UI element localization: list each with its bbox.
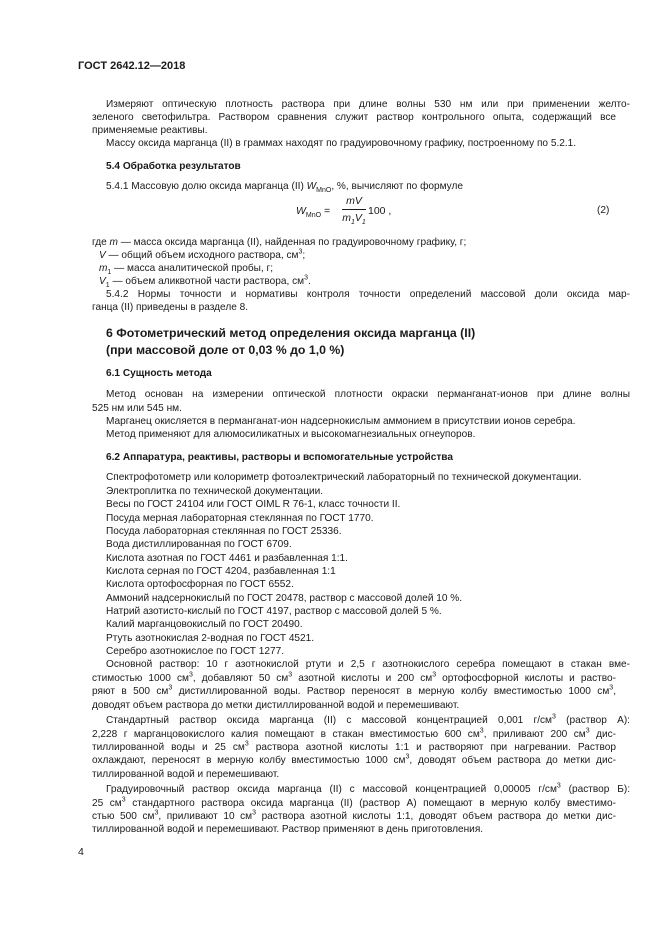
list-item: Вода дистиллированная по ГОСТ 6709.: [106, 539, 292, 550]
where-line: V — общий объем исходного раствора, $см^3$;: [99, 248, 306, 261]
list-item: Электроплитка по технической документации.: [106, 486, 324, 497]
paragraph-line: стью 500 $см^3$, приливают 10 $см^3$ раствора азотной кислоты 1:1, доводят объем раствора до метки дис-: [92, 809, 616, 822]
paragraph-line: Марганец окисляется в перманганат-ион надсернокислым аммонием в присутствии ионов серебра.: [106, 416, 576, 427]
list-item: Кислота азотная по ГОСТ 4461 и разбавленная 1:1.: [106, 553, 348, 564]
list-item: Спектрофотометр или колориметр фотоэлектрический лабораторный по технической документации.: [106, 472, 582, 483]
section-heading-6-2: 6.2 Аппаратура, реактивы, растворы и вспомогательные устройства: [106, 452, 453, 463]
list-item: Кислота серная по ГОСТ 4204, разбавленная 1:1: [106, 566, 336, 577]
paragraph-line: 5.4.2 Нормы точности и нормативы контроля точности определений массовой доли оксида мар-: [106, 289, 630, 300]
paragraph-line: тиллированной водой и перемешивают. Раствор применяют в день приготовления.: [92, 824, 484, 835]
paragraph-line: Градуировочный раствор оксида марганца (II) с массовой концентрацией 0,00005 $г/см^3$ (раствор Б):: [106, 782, 630, 795]
section-heading-6-1: 6.1 Сущность метода: [106, 368, 212, 379]
paragraph-line: тиллированной воды и 25 $см^3$ раствора азотной кислоты 1:1 и растворяют при нагревании. Раствор: [92, 740, 616, 753]
list-item: Посуда лабораторная стеклянная по ГОСТ 25336.: [106, 526, 342, 537]
list-item: Кислота ортофосфорная по ГОСТ 6552.: [106, 579, 294, 590]
formula-fraction: mV $m_1V_1$: [342, 195, 366, 227]
paragraph-line: охлаждают, переносят в мерную колбу вместимостью 1000 $см^3$, доводят объем раствора до метки дис-: [92, 753, 616, 766]
section-heading-5-4: 5.4 Обработка результатов: [106, 161, 241, 172]
list-item: Посуда мерная лабораторная стеклянная по ГОСТ 1770.: [106, 513, 374, 524]
section-heading-6: 6 Фотометрический метод определения оксида марганца (II): [106, 326, 476, 340]
equation-number: (2): [597, 205, 610, 216]
list-item: Весы по ГОСТ 24104 или ГОСТ OIML R 76-1, класс точности II.: [106, 499, 401, 510]
list-item: Серебро азотнокислое по ГОСТ 1277.: [106, 646, 285, 657]
paragraph-line: Стандартный раствор оксида марганца (II) с массовой концентрацией 0,001 $г/см^3$ (раствор А):: [106, 713, 630, 726]
where-line: $m_1$ — масса аналитической пробы, г;: [99, 263, 274, 277]
where-line: где m — масса оксида марганца (II), найденная по градуировочному графику, г;: [92, 237, 467, 248]
where-line: $V_1$ — объем аликвотной части раствора, $см^3$.: [99, 274, 311, 290]
list-item: Ртуть азотнокислая 2-водная по ГОСТ 4521.: [106, 633, 315, 644]
paragraph-line: доводят объем раствора до метки дистиллированной водой и перемешивают.: [92, 700, 460, 711]
section-heading-6-cont: (при массовой доле от 0,03 % до 1,0 %): [106, 343, 345, 357]
document-header: ГОСТ 2642.12—2018: [78, 60, 186, 72]
paragraph-line: 525 нм или 545 нм.: [92, 403, 182, 414]
list-item: Аммоний надсернокислый по ГОСТ 20478, раствор с массовой долей 10 %.: [106, 593, 463, 604]
paragraph-line: Измеряют оптическую плотность раствора при длине волны 530 нм или при применении желто-: [106, 99, 630, 110]
paragraph-line: зеленого светофильтра. Раствором сравнения служит раствор контрольного опыта, содержащий все: [92, 112, 616, 123]
list-item: Калий марганцовокислый по ГОСТ 20490.: [106, 619, 303, 630]
paragraph-line: 2,228 г марганцовокислого калия помещают в стакан вместимостью 600 $см^3$, приливают 200 $см^3$ дис-: [92, 727, 617, 740]
paragraph-line: 5.4.1 Массовую долю оксида марганца (II) $W_{MnO}$, %, вычисляют по формуле: [106, 181, 463, 195]
paragraph-line: Основной раствор: 10 г азотнокислой ртути и 2,5 г азотнокислого серебра помещают в стакан вме-: [106, 659, 630, 670]
paragraph-line: применяемые реактивы.: [92, 125, 208, 136]
paragraph-line: ряют в 500 $см^3$ дистиллированной воды. Раствор переносят в мерную колбу вместимостью 1000 $см^3$,: [92, 684, 616, 697]
paragraph-line: Массу оксида марганца (II) в граммах находят по градуировочному графику, построенному по 5.2.1.: [106, 138, 577, 149]
list-item: Натрий азотисто-кислый по ГОСТ 4197, раствор с массовой долей 5 %.: [106, 606, 442, 617]
paragraph-line: Метод применяют для алюмосиликатных и высокомагнезиальных огнеупоров.: [106, 429, 476, 440]
paragraph-line: стимостью 1000 $см^3$, добавляют 50 $см^3$ азотной кислоты и 200 $см^3$ ортофосфорной кислоты и раство-: [92, 671, 616, 684]
page-number: 4: [78, 846, 84, 858]
paragraph-line: тиллированной водой и перемешивают.: [92, 769, 280, 780]
fraction-bar: [342, 209, 366, 210]
paragraph-line: ганца (II) приведены в разделе 8.: [92, 302, 249, 313]
paragraph-line: 25 $см^3$ стандартного раствора оксида марганца (II) (раствор А) помещают в мерную колбу вместимо-: [92, 796, 616, 809]
paragraph-line: Метод основан на измерении оптической плотности окраски перманганат-ионов при длине волны: [106, 389, 630, 400]
